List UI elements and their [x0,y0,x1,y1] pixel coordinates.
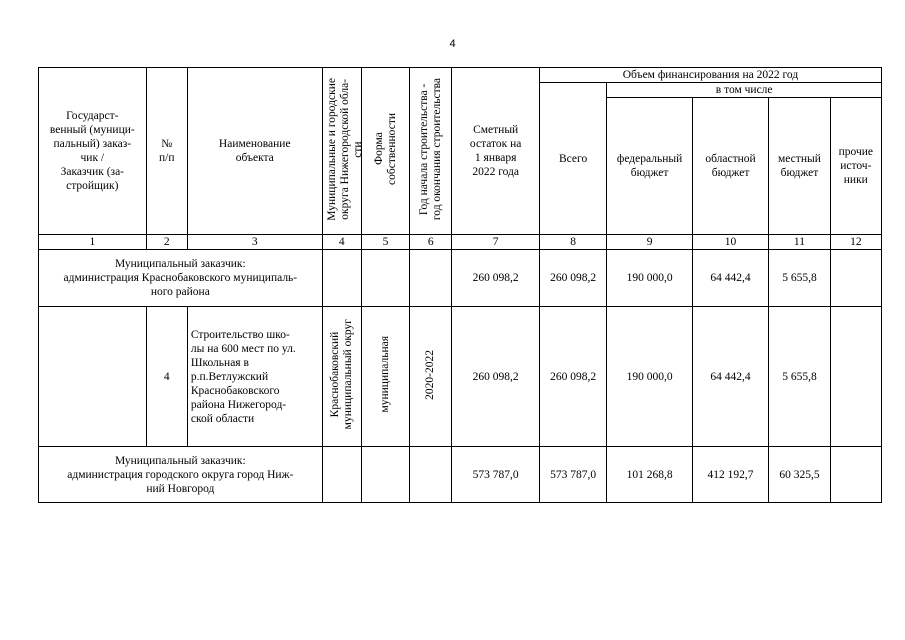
customer-cell: Муниципальный заказчик: администрация городского округа город Ниж- ний Новгород [39,447,323,503]
column-number: 5 [361,235,409,250]
header-years: Год начала строительства - год окончания строительства [417,77,443,221]
header-years-cell [410,68,452,235]
object-name-cell: Строительство шко- лы на 600 мест по ул. Школьная в р.п.Ветлужский Краснобаковского района Нижегород- ской области [187,307,322,447]
total-cell: 260 098,2 [539,307,606,447]
header-municipal: Муниципальные и городские округа Нижегородской обла- сти [325,77,364,221]
federal-cell: 190 000,0 [607,307,693,447]
estimate-cell: 260 098,2 [452,250,540,307]
header-customer: Государст- венный (муници- пальный) заказ- чик / Заказчик (за- стройщик) [39,68,147,235]
total-cell: 573 787,0 [539,447,606,503]
regional-cell: 64 442,4 [692,250,768,307]
column-number: 11 [769,235,830,250]
header-federal: федеральный бюджет [607,98,693,235]
header-object-name: Наименование объекта [187,68,322,235]
empty-cell [410,250,452,307]
empty-cell [410,447,452,503]
page-number: 4 [449,38,456,50]
federal-cell: 190 000,0 [607,250,693,307]
regional-cell: 412 192,7 [692,447,768,503]
ownership-cell [361,307,409,447]
column-number: 12 [830,235,881,250]
years-cell [410,307,452,447]
header-local: местный бюджет [769,98,830,235]
empty-cell [322,447,361,503]
local-cell: 5 655,8 [769,250,830,307]
regional-cell: 64 442,4 [692,307,768,447]
other-cell [830,307,881,447]
other-cell [830,447,881,503]
municipal-cell [322,307,361,447]
column-number: 9 [607,235,693,250]
column-number: 3 [187,235,322,250]
number-cell: 4 [146,307,187,447]
header-financing: Объем финансирования на 2022 год [539,68,881,83]
local-cell: 60 325,5 [769,447,830,503]
municipal-text: Краснобаковский муниципальный округ [328,319,354,430]
column-number: 1 [39,235,147,250]
years-text: 2020-2022 [424,349,437,400]
column-number: 8 [539,235,606,250]
total-cell: 260 098,2 [539,250,606,307]
header-including: в том числе [607,83,882,98]
estimate-cell: 260 098,2 [452,307,540,447]
header-municipal-cell [322,68,364,235]
header-estimate: Сметный остаток на 1 января 2022 года [452,68,540,235]
header-other: прочие источ- ники [830,98,881,235]
header-number: № п/п [146,68,187,235]
header-total: Всего [539,83,606,235]
header-regional: областной бюджет [692,98,768,235]
empty-cell [322,250,361,307]
column-number-row [39,235,882,250]
table-row [39,307,882,447]
estimate-cell: 573 787,0 [452,447,540,503]
column-number: 10 [692,235,768,250]
column-number: 7 [452,235,540,250]
customer-cell: Муниципальный заказчик: администрация Краснобаковского муниципаль- ного района [39,250,323,307]
table-row [39,447,882,503]
empty-cell [361,250,409,307]
table-row [39,250,882,307]
header-ownership: Форма собственности [372,113,398,185]
column-number: 4 [322,235,361,250]
column-number: 6 [410,235,452,250]
header-ownership-cell [361,68,409,235]
local-cell: 5 655,8 [769,307,830,447]
column-number: 2 [146,235,187,250]
other-cell [830,250,881,307]
empty-cell [361,447,409,503]
federal-cell: 101 268,8 [607,447,693,503]
financing-table [38,67,882,503]
ownership-text: муниципальная [379,336,392,413]
empty-cell [39,307,147,447]
